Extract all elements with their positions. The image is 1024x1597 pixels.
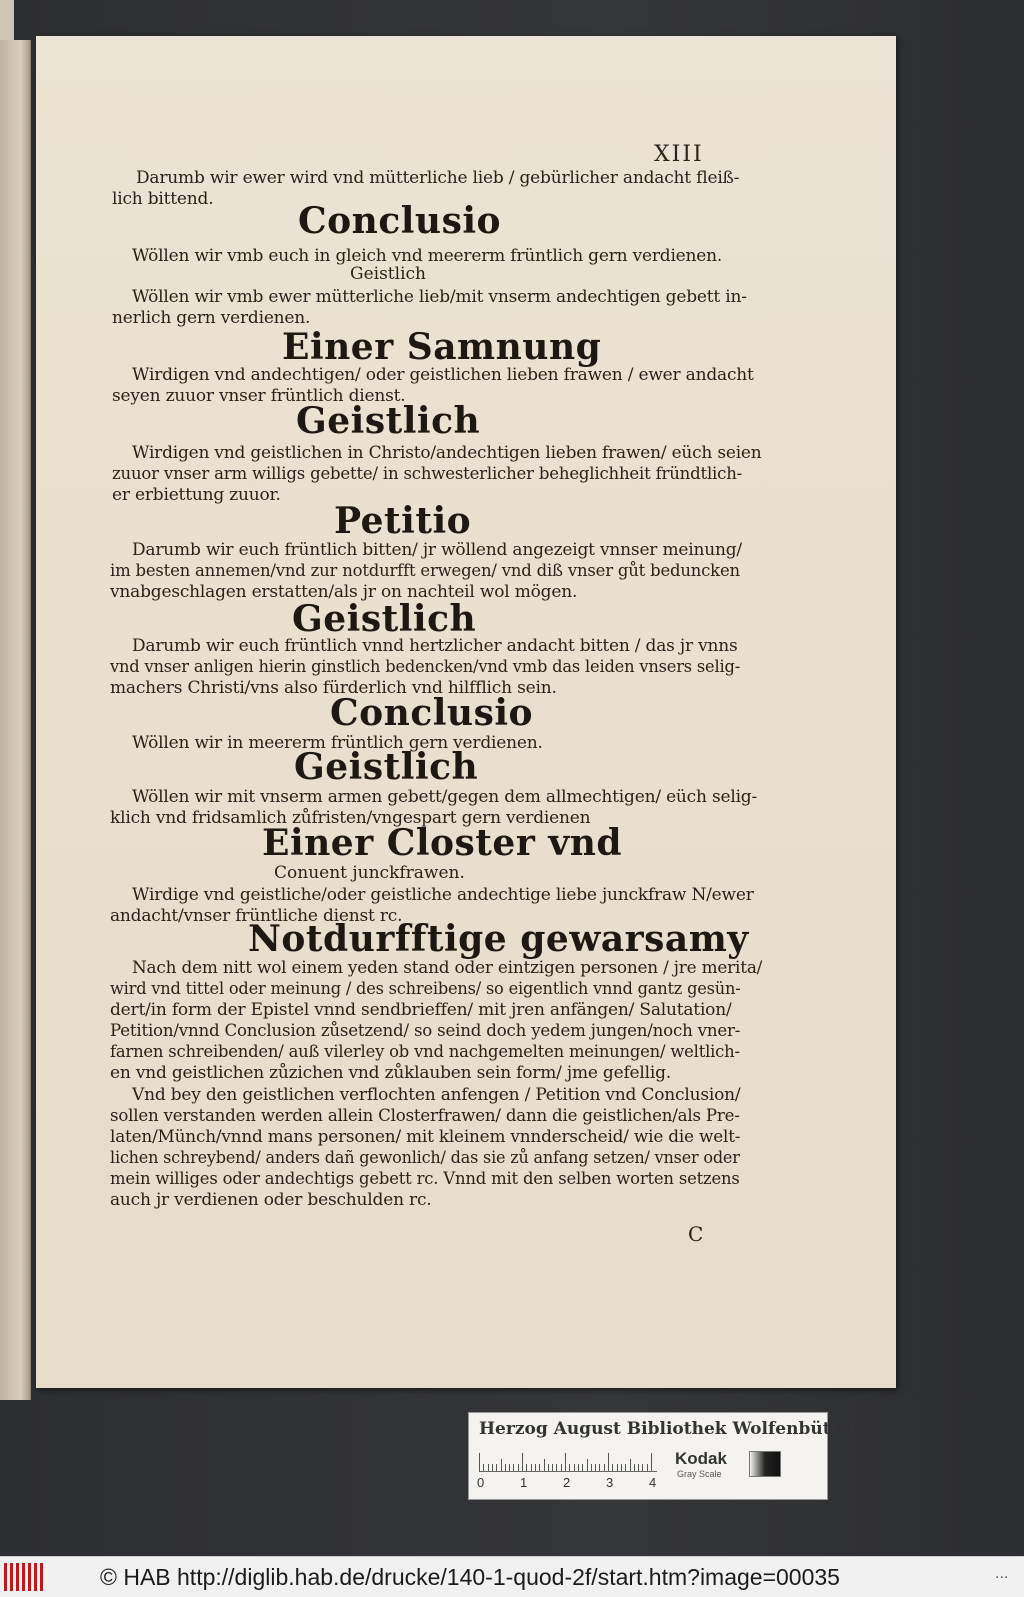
- text-line: andacht/vnser früntliche dienst rc.: [110, 906, 403, 926]
- text-line: nerlich gern verdienen.: [112, 308, 311, 328]
- ruler-tick: [565, 1453, 566, 1471]
- ruler-tick: [513, 1464, 514, 1471]
- text-line: auch jr verdienen oder beschulden rc.: [110, 1190, 432, 1210]
- ruler-tick: [599, 1464, 600, 1471]
- ruler-tick: [604, 1464, 605, 1471]
- ruler-tick: [587, 1459, 588, 1471]
- section-heading: Petitio: [334, 500, 472, 542]
- text-line: lich bittend.: [112, 189, 214, 209]
- ruler-tick: [544, 1459, 545, 1471]
- ruler-tick: [548, 1464, 549, 1471]
- ruler-tick: [539, 1464, 540, 1471]
- ruler-tick: [522, 1453, 523, 1471]
- text-line: Darumb wir ewer wird vnd mütterliche lieb / gebürlicher andacht fleiß-: [136, 168, 740, 188]
- text-line: vnd vnser anligen hierin ginstlich bedencken/vnd vmb das leiden vnsers selig-: [110, 657, 741, 677]
- ruler-tick: [647, 1464, 648, 1471]
- text-line: Wöllen wir in meererm früntlich gern verdienen.: [132, 733, 543, 753]
- kodak-brand: Kodak: [675, 1449, 727, 1468]
- text-line: dert/in form der Epistel vnnd sendbrieffen/ mit jren anfängen/ Salutation/: [110, 1000, 732, 1020]
- text-line: Darumb wir euch früntlich bitten/ jr wöllend angezeigt vnnser meinung/: [132, 540, 742, 560]
- color-calibration-card: [468, 1412, 856, 1500]
- text-line: Darumb wir euch früntlich vnnd hertzlicher andacht bitten / das jr vnns: [132, 636, 738, 656]
- ruler-tick: [630, 1459, 631, 1471]
- text-line: vnabgeschlagen erstatten/als jr on nachteil wol mögen.: [110, 582, 578, 602]
- text-line: wird vnd tittel oder meinung / des schreibens/ so eigentlich vnnd gantz gesün-: [110, 979, 741, 999]
- ruler-tick: [574, 1464, 575, 1471]
- ruler-tick: [638, 1464, 639, 1471]
- ruler-tick: [505, 1464, 506, 1471]
- ruler-tick: [492, 1464, 493, 1471]
- section-heading: Einer Closter vnd: [262, 822, 623, 864]
- folio-number: XIII: [654, 142, 704, 167]
- facing-page-edge: [0, 40, 31, 1400]
- scale-label: 3: [606, 1475, 614, 1490]
- ruler-tick: [561, 1464, 562, 1471]
- ruler-tick: [612, 1464, 613, 1471]
- ruler-tick: [496, 1464, 497, 1471]
- text-line: Nach dem nitt wol einem yeden stand oder eintzigen personen / jre merita/: [132, 958, 763, 978]
- scale-label: 4: [649, 1475, 657, 1490]
- ruler-tick: [501, 1459, 502, 1471]
- ruler-tick: [608, 1453, 609, 1471]
- text-line: klich vnd fridsamlich zůfristen/vngespart gern verdienen: [110, 808, 591, 828]
- ruler-tick: [591, 1464, 592, 1471]
- text-line: Wöllen wir mit vnserm armen gebett/gegen dem allmechtigen/ eüch selig-: [132, 787, 758, 807]
- ruler-tick: [552, 1464, 553, 1471]
- ruler-tick: [479, 1453, 480, 1471]
- text-line: Wirdige vnd geistliche/oder geistliche andechtige liebe junckfraw N/ewer: [132, 885, 754, 905]
- ruler-tick: [526, 1464, 527, 1471]
- text-line: laten/Münch/vnnd mans personen/ mit kleinem vnnderscheid/ wie die welt-: [110, 1127, 741, 1147]
- text-line: Wöllen wir vmb ewer mütterliche lieb/mit vnserm andechtigen gebett in-: [132, 287, 747, 307]
- more-menu-icon[interactable]: ...: [995, 1565, 1009, 1582]
- ruler-tick: [535, 1464, 536, 1471]
- ruler-tick: [582, 1464, 583, 1471]
- ruler-tick: [578, 1464, 579, 1471]
- ruler-tick: [483, 1464, 484, 1471]
- footer-bar: [0, 1556, 1024, 1597]
- colorcard-ruler: [479, 1451, 657, 1472]
- section-subheading: Geistlich: [350, 264, 426, 284]
- text-line: seyen zuuor vnser früntlich dienst.: [112, 386, 406, 406]
- ruler-tick: [617, 1464, 618, 1471]
- text-line: en vnd geistlichen zůzichen vnd zůklauben sein form/ jme gefellig.: [110, 1063, 672, 1083]
- kodak-brand-sub: Gray Scale: [677, 1469, 722, 1479]
- text-line: Vnd bey den geistlichen verflochten anfengen / Petition vnd Conclusion/: [132, 1085, 741, 1105]
- text-line: Wirdigen vnd geistlichen in Christo/andechtigen lieben frawen/ eüch seien: [132, 443, 762, 463]
- text-line: mein williges oder andechtigs gebett rc. Vnnd mit den selben worten setzens: [110, 1169, 740, 1189]
- scale-label: 2: [563, 1475, 571, 1490]
- colorcard-title: Herzog August Bibliothek Wolfenbüttel: [479, 1419, 856, 1439]
- ruler-tick: [509, 1464, 510, 1471]
- text-line: er erbiettung zuuor.: [112, 485, 281, 505]
- ruler-tick: [651, 1453, 652, 1471]
- text-line: machers Christi/vns also fürderlich vnd hilfflich sein.: [110, 678, 557, 698]
- ruler-tick: [518, 1464, 519, 1471]
- ruler-tick: [625, 1464, 626, 1471]
- ruler-tick: [642, 1464, 643, 1471]
- text-line: im besten annemen/vnd zur notdurfft erwegen/ vnd diß vnser gůt beduncken: [110, 561, 740, 581]
- section-heading: Geistlich: [294, 746, 479, 788]
- ruler-tick: [595, 1464, 596, 1471]
- text-line: Petition/vnnd Conclusion zůsetzend/ so seind doch yedem jungen/noch vner-: [110, 1021, 741, 1041]
- ruler-tick: [569, 1464, 570, 1471]
- text-line: Wirdigen vnd andechtigen/ oder geistlichen lieben frawen / ewer andacht: [132, 365, 754, 385]
- section-heading: Conclusio: [330, 692, 534, 734]
- catchword: C: [688, 1222, 704, 1246]
- ruler-tick: [556, 1464, 557, 1471]
- section-heading: Einer Samnung: [282, 326, 602, 368]
- facing-page-edge-top: [0, 0, 14, 40]
- section-subheading: Conuent junckfrawen.: [274, 863, 465, 883]
- text-line: sollen verstanden werden allein Closterfrawen/ dann die geistlichen/als Pre-: [110, 1106, 740, 1126]
- text-line: farnen schreibenden/ auß vilerley ob vnd nachgemelten meinungen/ weltlich-: [110, 1042, 740, 1062]
- ruler-tick: [634, 1464, 635, 1471]
- scale-label: 1: [520, 1475, 528, 1490]
- hab-logo-icon: [4, 1563, 46, 1591]
- text-line: lichen schreybend/ anders dañ gewonlich/ das sie zů anfang setzen/ vnser oder: [110, 1148, 740, 1168]
- ruler-tick: [488, 1464, 489, 1471]
- section-heading: Geistlich: [296, 400, 481, 442]
- text-line: zuuor vnser arm willigs gebette/ in schwesterlicher beheglichheit fründtlich-: [112, 464, 743, 484]
- section-heading: Geistlich: [292, 598, 477, 640]
- ruler-tick: [621, 1464, 622, 1471]
- ruler-tick: [531, 1464, 532, 1471]
- section-heading: Conclusio: [298, 200, 502, 242]
- footer-url-link[interactable]: © HAB http://diglib.hab.de/drucke/140-1-quod-2f/start.htm?image=00035: [100, 1564, 840, 1590]
- scale-label: 0: [477, 1475, 485, 1490]
- gray-scale-patch: [749, 1451, 781, 1477]
- text-line: Wöllen wir vmb euch in gleich vnd meererm früntlich gern verdienen.: [132, 246, 723, 266]
- section-heading: Notdurfftige gewarsamy: [248, 918, 749, 960]
